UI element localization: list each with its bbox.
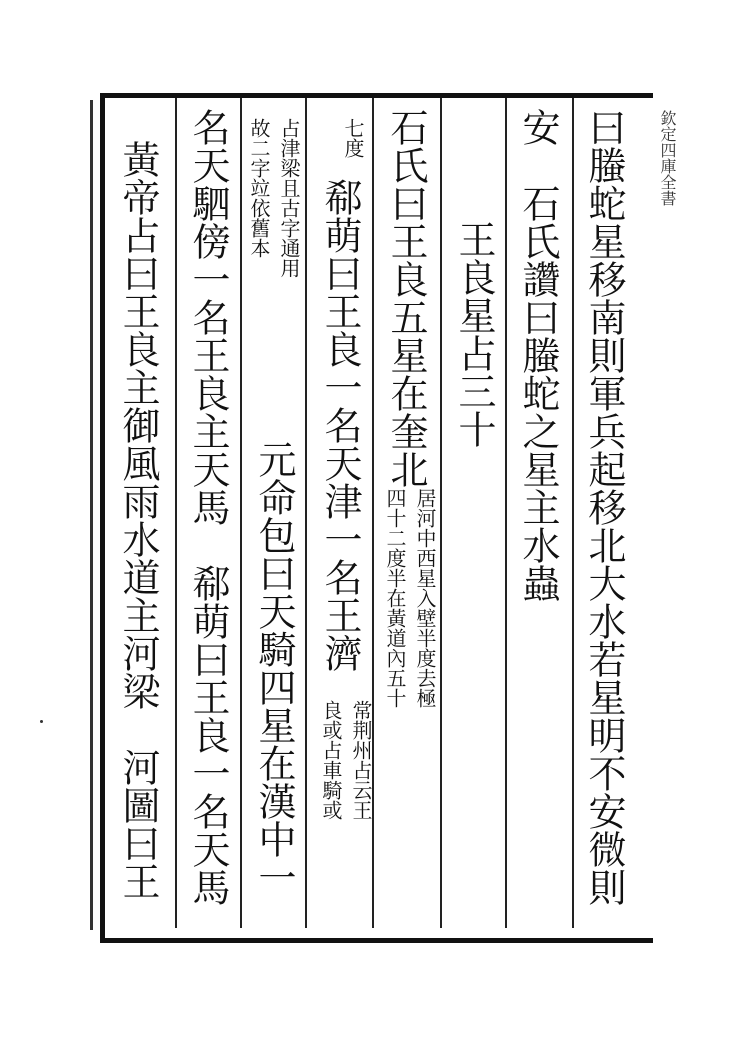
column-rule: [572, 98, 574, 928]
text-frame: [100, 93, 653, 943]
annotation-line-5: 占津梁且古字通用: [277, 118, 301, 278]
text-column-8: 黃帝占曰王良主御風雨水道主河梁 河圖曰王: [116, 140, 160, 900]
annotation-qidu: 七度: [341, 118, 365, 158]
annotation-line-6: 故二字竝依舊本: [247, 118, 271, 258]
annotation-line-4: 良或占車騎或: [319, 700, 343, 820]
column-rule: [305, 98, 307, 928]
column-rule: [505, 98, 507, 928]
annotation-line-2: 四十二度半在黃道內五十: [383, 488, 407, 708]
column-rule: [240, 98, 242, 928]
text-column-5: 郗萌曰王良一名天津一名王濟: [318, 178, 362, 672]
annotation-line-3: 常荆州占云王: [349, 700, 373, 820]
text-column-7: 名天駟傍一名王良主天馬 郗萌曰王良一名天馬: [186, 108, 230, 906]
margin-header: 欽定四庫全書: [658, 110, 677, 206]
scan-speck: [40, 720, 43, 723]
column-rule: [440, 98, 442, 928]
page-edge: [90, 100, 93, 930]
text-column-6: 元命包曰天騎四星在漢中一: [252, 440, 296, 896]
annotation-line-1: 居河中西星入壁半度去極: [413, 488, 437, 708]
text-column-2: 安 石氏讚曰螣蛇之星主水蟲: [516, 108, 560, 602]
section-heading: 王良星占三十: [452, 220, 496, 448]
text-column-1: 曰螣蛇星移南則軍兵起移北大水若星明不安微則: [582, 108, 626, 906]
column-rule: [175, 98, 177, 928]
text-column-4: 石氏曰王良五星在奎北: [384, 108, 428, 488]
